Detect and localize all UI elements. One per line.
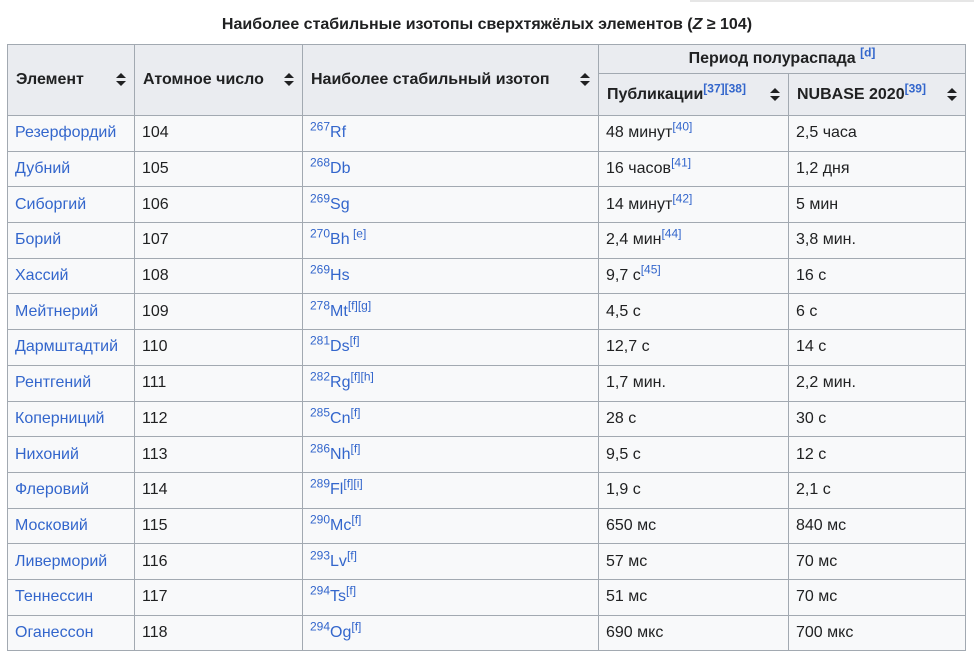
isotope-symbol-link[interactable]: Cn [330, 409, 351, 427]
mass-number [310, 191, 330, 205]
isotope-cell [303, 472, 599, 508]
publications-cell: 12,7 с [599, 330, 789, 366]
footnote-link[interactable]: [45] [640, 262, 661, 277]
isotope-mass-link[interactable]: 278 [310, 298, 331, 313]
publications-cell: 28 с [599, 401, 789, 437]
table-caption: Наиболее стабильные изотопы сверхтяжёлых элементов (Z ≥ 104) [221, 16, 753, 33]
publications-cell: 2,4 мин[44] [599, 223, 789, 259]
table-row [8, 330, 966, 366]
mass-number [310, 584, 330, 598]
footnote-link[interactable]: [44] [661, 227, 682, 242]
table-row [8, 116, 966, 152]
isotope-cell [303, 294, 599, 330]
isotope-symbol-link[interactable]: Mt [330, 302, 348, 320]
nubase-cell: 1,2 дня [789, 151, 966, 187]
table-row [8, 437, 966, 473]
footnote-link[interactable]: [40] [672, 120, 693, 135]
sort-icon[interactable] [115, 73, 126, 87]
isotope-symbol-link[interactable]: Fl [330, 481, 344, 499]
footnote-link[interactable]: [f][h] [350, 369, 374, 384]
isotope-cell [303, 508, 599, 544]
table-row [8, 365, 966, 401]
publications-cell: 9,7 с[45] [599, 258, 789, 294]
footnote-link[interactable]: [f] [349, 334, 360, 349]
isotope-cell [303, 615, 599, 651]
isotope-cell [303, 330, 599, 366]
isotope-symbol-link[interactable]: Rf [330, 124, 347, 142]
isotopes-table [7, 44, 966, 651]
table-row [8, 401, 966, 437]
element-cell [8, 615, 135, 651]
footnote-link[interactable]: [42] [672, 191, 693, 206]
footnote-link[interactable]: [e] [349, 227, 367, 242]
mass-number [310, 156, 330, 170]
isotope-cell [303, 544, 599, 580]
mass-number [310, 441, 330, 455]
isotope-cell [303, 223, 599, 259]
atomic-number-cell: 107 [135, 223, 303, 259]
publications-cell: 16 часов[41] [599, 151, 789, 187]
element-link[interactable]: Борий [15, 231, 62, 249]
atomic-number-cell: 114 [135, 472, 303, 508]
element-link[interactable]: Сиборгий [15, 195, 87, 213]
column-header-nubase[interactable]: NUBASE 2020[39] [789, 74, 966, 116]
column-header-publications[interactable]: Публикации[37][38] [599, 74, 789, 116]
footnote-link[interactable]: [37][38] [703, 81, 746, 96]
mass-number [310, 227, 330, 241]
isotope-mass-link[interactable]: 268 [310, 155, 331, 170]
nubase-cell: 70 мс [789, 579, 966, 615]
footnote-link[interactable]: [f] [346, 583, 357, 598]
isotope-symbol-link[interactable]: Hs [330, 267, 350, 285]
isotope-cell [303, 579, 599, 615]
atomic-number-cell: 112 [135, 401, 303, 437]
nubase-cell: 840 мс [789, 508, 966, 544]
atomic-number-cell: 115 [135, 508, 303, 544]
column-header-isotope[interactable]: Наиболее стабильный изотоп [303, 45, 599, 116]
nubase-cell: 700 мкс [789, 615, 966, 651]
table-row [8, 579, 966, 615]
mass-number [310, 263, 330, 277]
table-row [8, 151, 966, 187]
mass-number [310, 298, 330, 312]
element-cell [8, 508, 135, 544]
nubase-cell: 3,8 мин. [789, 223, 966, 259]
isotope-symbol-link[interactable]: Lv [330, 552, 347, 570]
isotope-cell [303, 151, 599, 187]
footnote-link[interactable]: [41] [671, 155, 692, 170]
footnote-link[interactable]: [f][g] [347, 298, 372, 313]
table-row [8, 508, 966, 544]
table-row [8, 223, 966, 259]
mass-number [310, 513, 330, 527]
mass-number [310, 406, 330, 420]
atomic-number-cell: 110 [135, 330, 303, 366]
element-cell [8, 187, 135, 223]
element-cell [8, 258, 135, 294]
table-row [8, 187, 966, 223]
isotope-mass-link[interactable]: 285 [310, 405, 331, 420]
isotope-mass-link[interactable]: 294 [310, 619, 331, 634]
atomic-number-cell: 106 [135, 187, 303, 223]
mass-number [310, 477, 330, 491]
isotope-symbol-link[interactable]: Ts [330, 588, 347, 606]
isotope-cell [303, 401, 599, 437]
isotope-mass-link[interactable]: 281 [310, 334, 331, 349]
footnote-link[interactable]: [d] [860, 45, 876, 60]
atomic-number-cell: 109 [135, 294, 303, 330]
isotope-mass-link[interactable]: 293 [310, 548, 331, 563]
column-group-half-life: Период полураспада [d] [599, 45, 966, 74]
element-link[interactable]: Ливерморий [15, 552, 108, 570]
footnote-link[interactable]: [f] [351, 512, 362, 527]
nubase-cell: 16 с [789, 258, 966, 294]
publications-cell: 14 минут[42] [599, 187, 789, 223]
isotope-symbol-link[interactable]: Db [330, 160, 351, 178]
publications-cell: 48 минут[40] [599, 116, 789, 152]
element-cell [8, 365, 135, 401]
isotope-symbol-link[interactable]: Nh [330, 445, 351, 463]
table-row [8, 472, 966, 508]
nubase-cell: 30 с [789, 401, 966, 437]
publications-cell: 51 мс [599, 579, 789, 615]
atomic-number-cell: 108 [135, 258, 303, 294]
atomic-number-cell: 117 [135, 579, 303, 615]
isotope-mass-link[interactable]: 286 [310, 441, 331, 456]
footnote-link[interactable]: [f] [351, 619, 362, 634]
element-link[interactable]: Рентгений [15, 374, 92, 392]
atomic-number-cell: 113 [135, 437, 303, 473]
isotope-cell [303, 187, 599, 223]
isotope-symbol-link[interactable]: Ds [330, 338, 350, 356]
mass-number [310, 620, 330, 634]
nubase-cell: 14 с [789, 330, 966, 366]
element-cell [8, 472, 135, 508]
element-link[interactable]: Теннессин [15, 588, 94, 606]
element-cell [8, 116, 135, 152]
element-link[interactable]: Московий [15, 516, 88, 534]
atomic-number-cell: 116 [135, 544, 303, 580]
publications-cell: 690 мкс [599, 615, 789, 651]
element-link[interactable]: Нихоний [15, 445, 79, 463]
element-cell [8, 437, 135, 473]
nubase-cell: 2,1 с [789, 472, 966, 508]
isotope-symbol-link[interactable]: Sg [330, 195, 350, 213]
publications-cell: 57 мс [599, 544, 789, 580]
isotope-symbol-link[interactable]: Mc [330, 516, 352, 534]
publications-cell: 1,9 с [599, 472, 789, 508]
publications-cell: 4,5 с [599, 294, 789, 330]
column-header-atomic-number[interactable]: Атомное число [135, 45, 303, 116]
sort-icon[interactable] [769, 88, 780, 102]
element-cell [8, 151, 135, 187]
element-cell [8, 579, 135, 615]
mass-number [310, 120, 330, 134]
publications-cell: 650 мс [599, 508, 789, 544]
element-cell [8, 223, 135, 259]
mass-number [310, 548, 330, 562]
nubase-cell: 70 мс [789, 544, 966, 580]
table-row [8, 544, 966, 580]
nubase-cell: 2,5 часа [789, 116, 966, 152]
isotope-cell [303, 116, 599, 152]
element-link[interactable]: Флеровий [15, 481, 90, 499]
isotope-mass-link[interactable]: 282 [310, 369, 331, 384]
mass-number [310, 334, 330, 348]
nubase-cell: 12 с [789, 437, 966, 473]
element-link[interactable]: Оганессон [15, 623, 94, 641]
top-divider [690, 0, 974, 2]
element-cell [8, 544, 135, 580]
sort-icon[interactable] [946, 88, 957, 102]
atomic-number-cell: 111 [135, 365, 303, 401]
isotope-symbol-link[interactable]: Rg [330, 374, 351, 392]
sort-icon[interactable] [579, 73, 590, 87]
element-link[interactable]: Хассий [15, 267, 69, 285]
publications-cell: 1,7 мин. [599, 365, 789, 401]
isotope-mass-link[interactable]: 290 [310, 512, 331, 527]
isotope-cell [303, 258, 599, 294]
isotope-mass-link[interactable]: 269 [310, 191, 331, 206]
isotope-mass-link[interactable]: 270 [310, 227, 331, 242]
table-row [8, 615, 966, 651]
element-cell [8, 330, 135, 366]
table-row [8, 294, 966, 330]
isotope-symbol-link[interactable]: Og [330, 623, 352, 641]
isotope-symbol-link[interactable]: Bh [330, 231, 350, 249]
sort-icon[interactable] [283, 73, 294, 87]
isotope-mass-link[interactable]: 289 [310, 476, 331, 491]
nubase-cell: 6 с [789, 294, 966, 330]
column-header-element[interactable]: Элемент [8, 45, 135, 116]
footnote-link[interactable]: [f] [346, 548, 357, 563]
footnote-link[interactable]: [39] [904, 81, 926, 96]
nubase-cell: 2,2 мин. [789, 365, 966, 401]
isotope-cell [303, 365, 599, 401]
footnote-link[interactable]: [f] [350, 441, 361, 456]
element-link[interactable]: Дармштадтий [15, 338, 119, 356]
isotope-mass-link[interactable]: 267 [310, 120, 331, 135]
mass-number [310, 370, 330, 384]
element-link[interactable]: Дубний [15, 160, 71, 178]
atomic-number-cell: 105 [135, 151, 303, 187]
element-cell [8, 401, 135, 437]
isotope-mass-link[interactable]: 294 [310, 583, 331, 598]
footnote-link[interactable]: [f] [350, 405, 361, 420]
element-link[interactable]: Мейтнерий [15, 302, 99, 320]
element-cell [8, 294, 135, 330]
atomic-number-cell: 118 [135, 615, 303, 651]
isotope-cell [303, 437, 599, 473]
isotope-mass-link[interactable]: 269 [310, 262, 331, 277]
atomic-number-cell: 104 [135, 116, 303, 152]
table-row [8, 258, 966, 294]
nubase-cell: 5 мин [789, 187, 966, 223]
element-link[interactable]: Коперниций [15, 409, 105, 427]
footnote-link[interactable]: [f][i] [343, 476, 363, 491]
publications-cell: 9,5 с [599, 437, 789, 473]
element-link[interactable]: Резерфордий [15, 124, 117, 142]
